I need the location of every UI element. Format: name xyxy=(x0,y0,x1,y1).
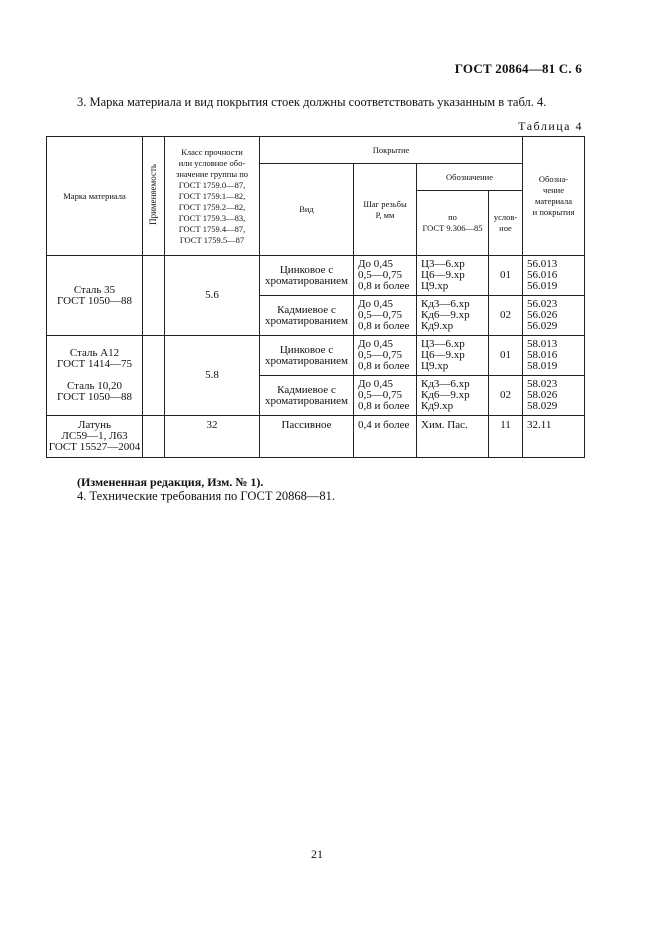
paragraph-3: 3. Марка материала и вид покрытия стоек должны соответствовать указанным в табл. 4. xyxy=(77,95,547,109)
strength-cell: 5.6 xyxy=(165,256,260,336)
header-designation: Обозначение xyxy=(417,164,523,191)
header-coating-type: Вид xyxy=(260,164,354,256)
header-strength-class: Класс прочности или условное обо- значение группы по ГОСТ 1759.0—87, ГОСТ 1759.1—82, ГОСТ 1759.2—82, ГОСТ 1759.3—83, ГОСТ 1759.4—87, ГОСТ 1759.5—87 xyxy=(165,137,260,256)
conditional-designation-cell: 02 xyxy=(489,376,523,416)
gost-designation-cell: Кд3—6.хр Кд6—9.хр Кд9.хр xyxy=(417,296,489,336)
header-designation-gost: по ГОСТ 9.306—85 xyxy=(417,191,489,256)
material-coating-code-cell: 58.023 58.026 58.029 xyxy=(523,376,585,416)
applicability-cell xyxy=(143,416,165,458)
conditional-designation-cell: 01 xyxy=(489,256,523,296)
paragraph-4: 4. Технические требования по ГОСТ 20868—81. xyxy=(77,489,335,503)
pitch-cell: До 0,45 0,5—0,75 0,8 и более xyxy=(354,256,417,296)
coating-type-cell: Кадмиевое с хроматированием xyxy=(260,296,354,336)
table-row xyxy=(47,336,585,376)
material-cell: Латунь ЛС59—1, Л63 ГОСТ 15527—2004 xyxy=(47,416,143,458)
gost-designation-cell: Кд3—6.хр Кд6—9.хр Кд9.хр xyxy=(417,376,489,416)
amendment-note: (Измененная редакция, Изм. № 1). xyxy=(77,475,264,489)
coating-type-cell: Кадмиевое с хроматированием xyxy=(260,376,354,416)
strength-cell: 32 xyxy=(165,416,260,458)
conditional-designation-cell: 01 xyxy=(489,336,523,376)
material-coating-code-cell: 56.013 56.016 56.019 xyxy=(523,256,585,296)
header-coating: Покрытие xyxy=(260,137,523,164)
material-cell: Сталь А12 ГОСТ 1414—75 Сталь 10,20 ГОСТ 1050—88 xyxy=(47,336,143,416)
document-header: ГОСТ 20864—81 С. 6 xyxy=(454,61,582,76)
conditional-designation-cell: 02 xyxy=(489,296,523,336)
header-designation-conditional: услов- ное xyxy=(489,191,523,256)
table-caption: Таблица 4 xyxy=(518,119,583,133)
pitch-cell: До 0,45 0,5—0,75 0,8 и более xyxy=(354,376,417,416)
header-applicability xyxy=(143,137,165,256)
table-4 xyxy=(46,136,585,458)
header-material-coating-code: Обозна- чение материала и покрытия xyxy=(523,137,585,256)
applicability-label: Применяемость xyxy=(148,164,158,225)
material-cell: Сталь 35 ГОСТ 1050—88 xyxy=(47,256,143,336)
conditional-designation-cell: 11 xyxy=(489,416,523,458)
coating-type-cell: Цинковое с хроматированием xyxy=(260,256,354,296)
table-row xyxy=(47,416,585,458)
gost-designation-cell: Ц3—6.хр Ц6—9.хр Ц9.хр xyxy=(417,336,489,376)
material-coating-code-cell: 58.013 58.016 58.019 xyxy=(523,336,585,376)
pitch-cell: 0,4 и более xyxy=(354,416,417,458)
coating-type-cell: Пассивное xyxy=(260,416,354,458)
header-thread-pitch: Шаг резьбы P, мм xyxy=(354,164,417,256)
applicability-cell xyxy=(143,256,165,336)
strength-cell: 5.8 xyxy=(165,336,260,416)
pitch-cell: До 0,45 0,5—0,75 0,8 и более xyxy=(354,336,417,376)
applicability-cell xyxy=(143,336,165,416)
material-coating-code-cell: 32.11 xyxy=(523,416,585,458)
material-coating-code-cell: 56.023 56.026 56.029 xyxy=(523,296,585,336)
gost-designation-cell: Хим. Пас. xyxy=(417,416,489,458)
page-number: 21 xyxy=(311,847,323,861)
header-material: Марка материала xyxy=(47,137,143,256)
gost-designation-cell: Ц3—6.хр Ц6—9.хр Ц9.хр xyxy=(417,256,489,296)
coating-type-cell: Цинковое с хроматированием xyxy=(260,336,354,376)
table-row xyxy=(47,256,585,296)
pitch-cell: До 0,45 0,5—0,75 0,8 и более xyxy=(354,296,417,336)
